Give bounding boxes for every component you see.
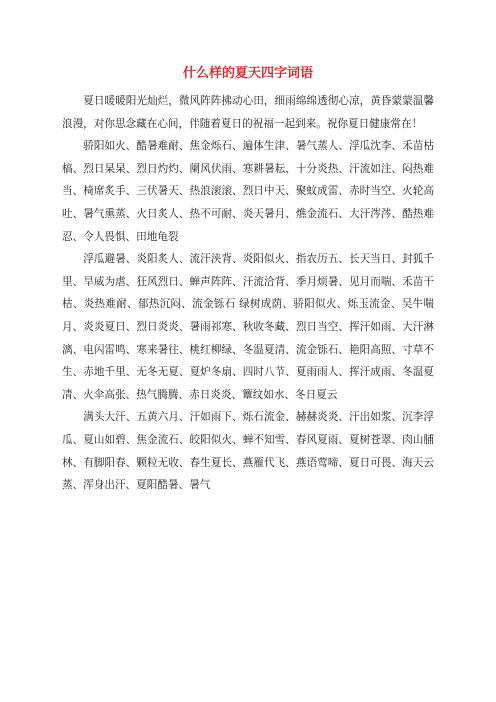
document-title: 什么样的夏天四字词语 <box>182 66 313 81</box>
document-page <box>62 66 434 497</box>
paragraph-intro: 夏日暖暖阳光灿烂，微风阵阵拂动心田，细雨绵绵透彻心凉，黄昏蒙蒙温馨浪漫，对你思念藏在心间，伴随着夏日的祝福一起到来。祝你夏日健康常在！ <box>62 95 434 130</box>
paragraph-idioms-2: 浮瓜避暑、炎阳炙人、流汗浃背、炎阳似火、指农历五、长天当日、封狐千里、旱威为虐、狂风烈日、蝉声阵阵、汗流洽背、季月烦暑、见月而喘、禾苗干枯、炎热难耐、郁热沉闷、流金铄石 绿树成荫、骄阳似火、烁玉流金、吴牛喘月、炎炎夏日、烈日炎炎、暑雨祁寒、秋收冬藏、烈日当空、挥汗如雨、大汗淋漓、电闪雷鸣、寒来暑往、桃红柳绿、冬温夏清、流金铄石、艳阳高照、寸草不生、赤地千里、无冬无夏、夏炉冬扇、四时八节、夏雨雨人、挥汗成雨、冬温夏凊、火伞高张、热气腾腾、赤日炎炎、簟纹如水、冬日夏云 <box>62 253 434 401</box>
paragraph-idioms-3: 满头大汗、五黄六月、汗如雨下、烁石流金、赫赫炎炎、汗出如浆、沉李浮瓜、夏山如碧、焦金流石、皎阳似火、蝉不知雪、春风夏雨、夏树苍翠、肉山脯林、有脚阳春、颗粒无收、春生夏长、燕雁代飞、燕语莺啼、夏日可畏、海天云蒸、浑身出汗、夏阳酷暑、暑气 <box>62 411 434 492</box>
paragraph-idioms-1: 骄阳如火、酷暑难耐、焦金烁石、遍体生津、暑气蒸人、浮瓜沈李、禾苗枯槁、烈日杲杲、烈日灼灼、阑风伏雨、寒耕暑耘、十分炎热、汗流如注、闷热难当、椅席炙手、三伏暑天、热浪滚滚、烈日中天、聚蚊成雷、赤时当空、火轮高吐、暑气熏蒸、火日炙人、热不可耐、炎天暑月、燋金流石、大汗涔涔、酷热难忍、令人畏惧、田地龟裂 <box>62 140 434 243</box>
